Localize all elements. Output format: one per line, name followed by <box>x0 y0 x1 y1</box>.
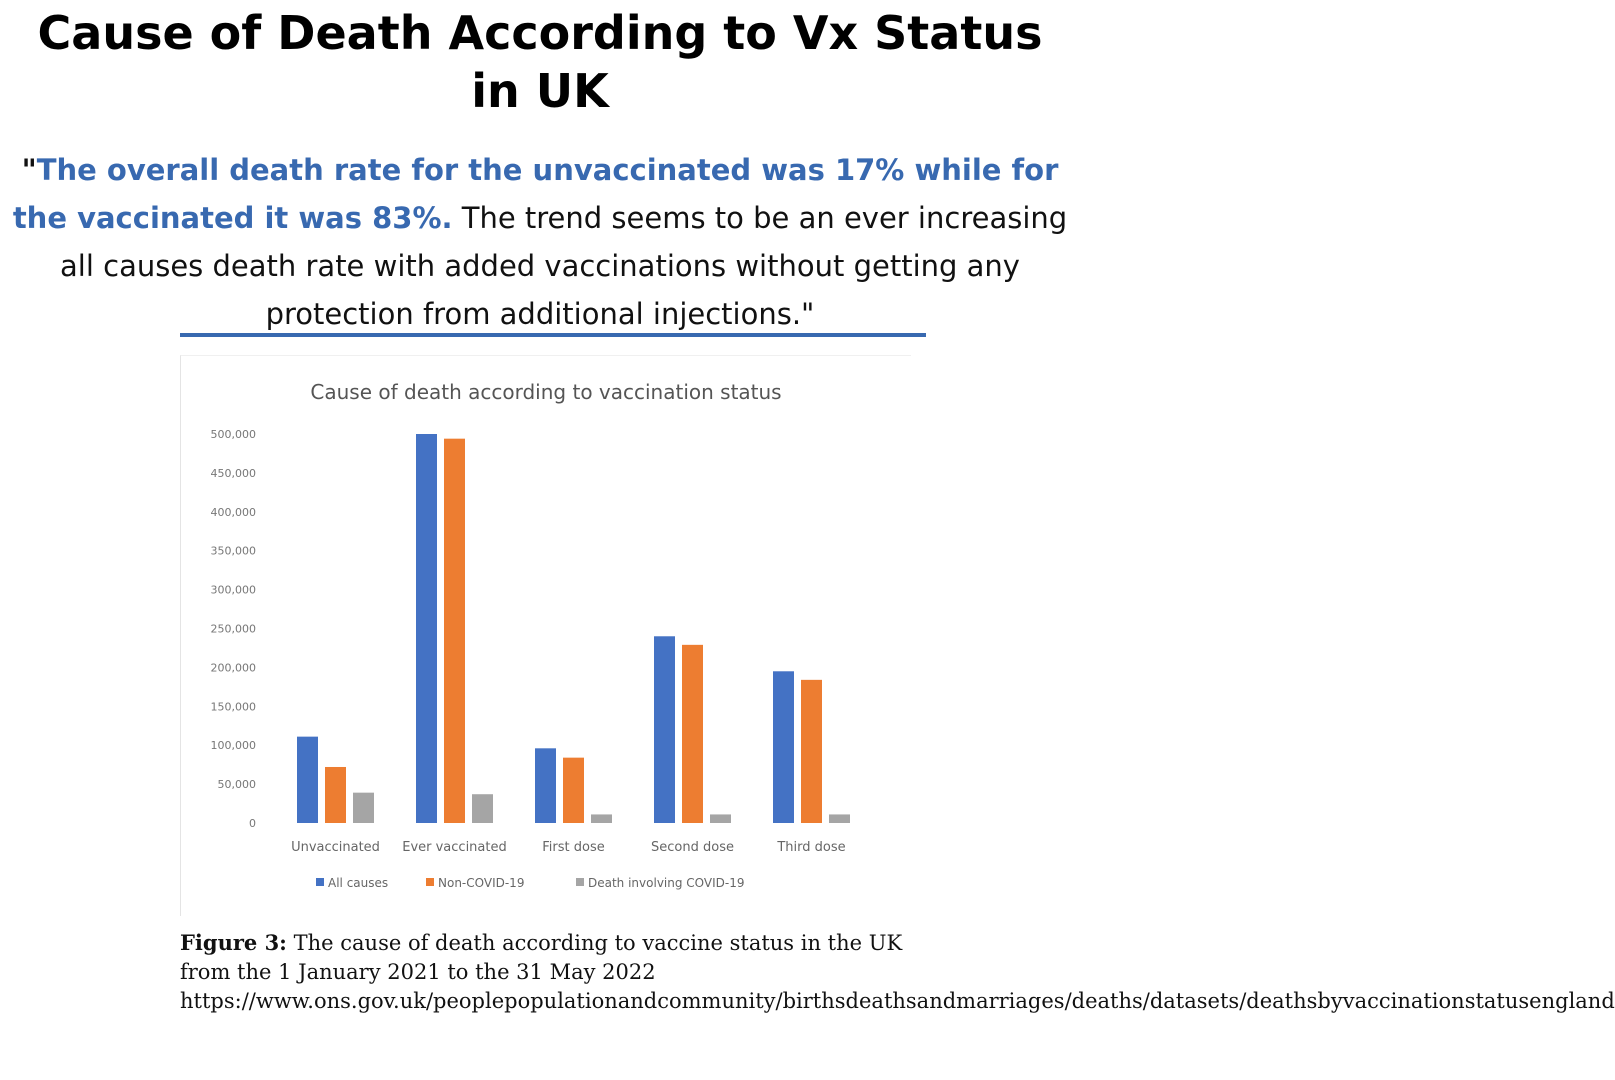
bar <box>444 439 465 823</box>
y-tick-label: 0 <box>249 817 256 830</box>
y-tick-label: 50,000 <box>217 778 256 792</box>
bar <box>563 758 584 823</box>
y-tick-label: 200,000 <box>210 661 256 675</box>
legend-swatch <box>576 878 584 886</box>
bar <box>682 645 703 823</box>
y-tick-label: 250,000 <box>210 622 256 636</box>
x-tick-label: Ever vaccinated <box>402 840 507 855</box>
legend-label: Death involving COVID-19 <box>588 876 745 890</box>
bar <box>472 794 493 823</box>
bar <box>353 793 374 823</box>
quote-open-mark: " <box>21 153 37 187</box>
bars <box>297 434 850 823</box>
bar <box>773 671 794 823</box>
x-tick-label: First dose <box>542 840 605 855</box>
y-tick-label: 500,000 <box>210 428 256 441</box>
legend-swatch <box>426 878 434 886</box>
quote-close: ." <box>791 297 815 331</box>
headline <box>0 4 1080 120</box>
y-axis-ticks <box>211 428 257 830</box>
quote-body: The trend seems to be an ever increasing all causes death rate with added vaccinations without <box>60 201 1068 283</box>
x-axis-ticks <box>291 840 846 855</box>
bar-chart <box>181 356 911 916</box>
bar <box>710 814 731 823</box>
bar <box>591 814 612 823</box>
y-tick-label: 150,000 <box>210 700 256 714</box>
bar <box>325 767 346 823</box>
x-tick-label: Second dose <box>651 840 734 855</box>
caption-text: The cause of death according to vaccine status in the UK from the 1 January 2021 to the 31 May 2022 https://www.ons.gov.uk/peoplepopulationandcommunity/birthsdeathsandmarriages/deaths/datasets/deathsbyvaccinationstatusengland <box>180 931 1615 1013</box>
legend-label: Non-COVID-19 <box>438 876 525 890</box>
legend <box>316 876 745 890</box>
quote-highlight: The overall death rate for the unvaccinated was 17% while for the vaccinated it was 83%. <box>12 153 1059 235</box>
bar <box>801 680 822 823</box>
figure-caption <box>180 928 1615 1016</box>
headline-line-1: Cause of Death According to Vx Status <box>37 6 1043 60</box>
caption-label: Figure 3: <box>180 930 287 955</box>
headline-line-2: in UK <box>471 64 609 118</box>
y-tick-label: 100,000 <box>210 739 256 753</box>
chart-figure <box>180 355 911 916</box>
y-tick-label: 400,000 <box>210 505 256 519</box>
legend-swatch <box>316 878 324 886</box>
quote-paragraph <box>0 146 1080 338</box>
bar <box>535 748 556 823</box>
bar <box>416 434 437 823</box>
x-tick-label: Third dose <box>777 840 846 855</box>
legend-label: All causes <box>328 876 389 890</box>
chart-title: Cause of death according to vaccination status <box>310 380 782 404</box>
bar <box>829 814 850 823</box>
bar <box>297 737 318 823</box>
x-tick-label: Unvaccinated <box>291 840 380 855</box>
quote-underlined-text: getting any protection from additional injections <box>265 249 1020 331</box>
y-tick-label: 350,000 <box>210 544 256 558</box>
y-tick-label: 300,000 <box>210 583 256 597</box>
y-tick-label: 450,000 <box>210 466 256 480</box>
bar <box>654 636 675 823</box>
quote-underline <box>180 333 926 337</box>
